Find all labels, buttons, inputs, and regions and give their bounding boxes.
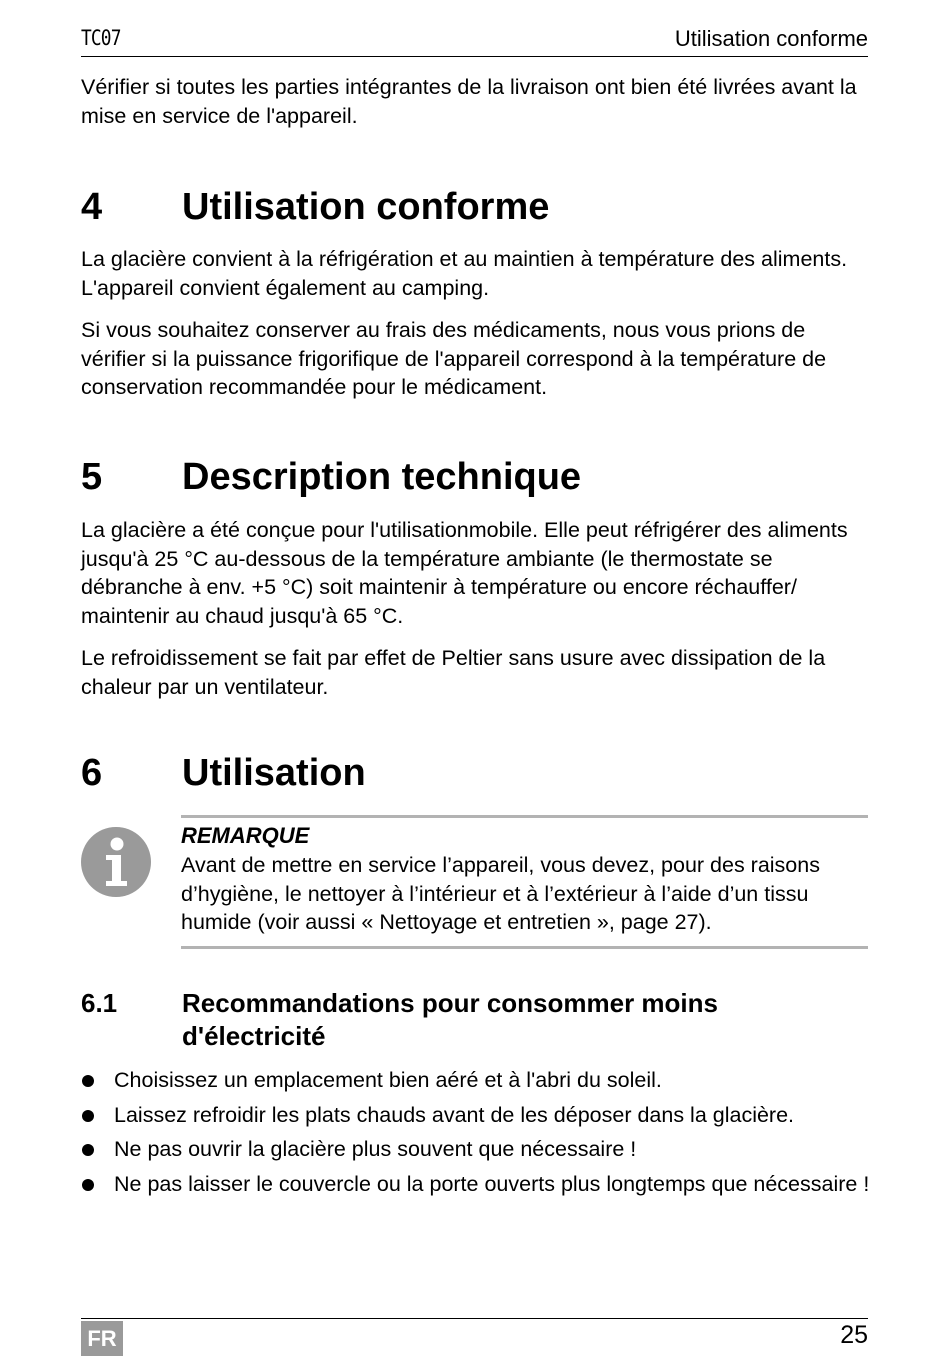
list-item: Choisissez un emplacement bien aéré et à l'abri du soleil. <box>81 1066 871 1095</box>
section-5-paragraph-1: La glacière a été conçue pour l'utilisationmobile. Elle peut réfrigérer des aliments jusqu'à 25 °C au-dessous de la température ambiante (le thermostate se débranche à env. +5 °C) soit maintenir à température ou encore réchauffer/ maintenir au chaud jusqu'à 65 °C. <box>81 518 848 628</box>
note-title: REMARQUE <box>181 823 310 848</box>
list-item: Ne pas laisser le couvercle ou la porte ouverts plus longtemps que nécessaire ! <box>81 1170 871 1199</box>
page-number: 25 <box>840 1321 868 1349</box>
info-icon <box>81 827 151 897</box>
section-title: Utilisation conforme <box>182 186 550 228</box>
page-header <box>81 24 868 57</box>
intro-paragraph: Vérifier si toutes les parties intégrantes de la livraison ont bien été livrées avant la mise en service de l'appareil. <box>81 75 857 128</box>
section-number: 5 <box>81 456 103 498</box>
bullet-icon <box>82 1144 94 1156</box>
section-4-paragraph-1: La glacière convient à la réfrigération et au maintien à température des aliments. L'appareil convient également au camping. <box>81 247 848 300</box>
list-item: Laissez refroidir les plats chauds avant de les déposer dans la glacière. <box>81 1101 871 1130</box>
note-text: Avant de mettre en service l’appareil, vous devez, pour des raisons d’hygiène, le nettoyer à l’intérieur et à l’extérieur à l’aide d’un tissu humide (voir aussi « Nettoyage et entretien », page 27). <box>181 853 820 934</box>
section-title: Description technique <box>182 456 582 498</box>
language-badge: FR <box>81 1321 123 1356</box>
section-title: Recommandations pour consommer moins d'électricité <box>182 988 718 1051</box>
recommendations-list <box>81 1066 871 1204</box>
header-model: TC07 <box>81 26 121 50</box>
bullet-icon <box>82 1110 94 1122</box>
header-chapter: Utilisation conforme <box>674 26 868 51</box>
section-5-paragraph-2: Le refroidissement se fait par effet de Peltier sans usure avec dissipation de la chaleur par un ventilateur. <box>81 646 826 699</box>
section-6-heading <box>81 752 871 798</box>
section-5-heading <box>81 456 871 502</box>
bullet-icon <box>82 1075 94 1087</box>
section-number: 6.1 <box>81 988 118 1018</box>
list-item: Ne pas ouvrir la glacière plus souvent que nécessaire ! <box>81 1135 871 1164</box>
section-title: Utilisation <box>182 752 366 794</box>
footer-divider <box>81 1318 868 1319</box>
section-number: 6 <box>81 752 103 794</box>
section-4-paragraph-2: Si vous souhaitez conserver au frais des médicaments, nous vous prions de vérifier si la puissance frigorifique de l'appareil correspond à la température de conservation recommandée pour le médicament. <box>81 318 827 399</box>
note-box <box>181 815 868 949</box>
bullet-icon <box>82 1179 94 1191</box>
section-number: 4 <box>81 186 103 228</box>
section-4-heading <box>81 186 871 232</box>
